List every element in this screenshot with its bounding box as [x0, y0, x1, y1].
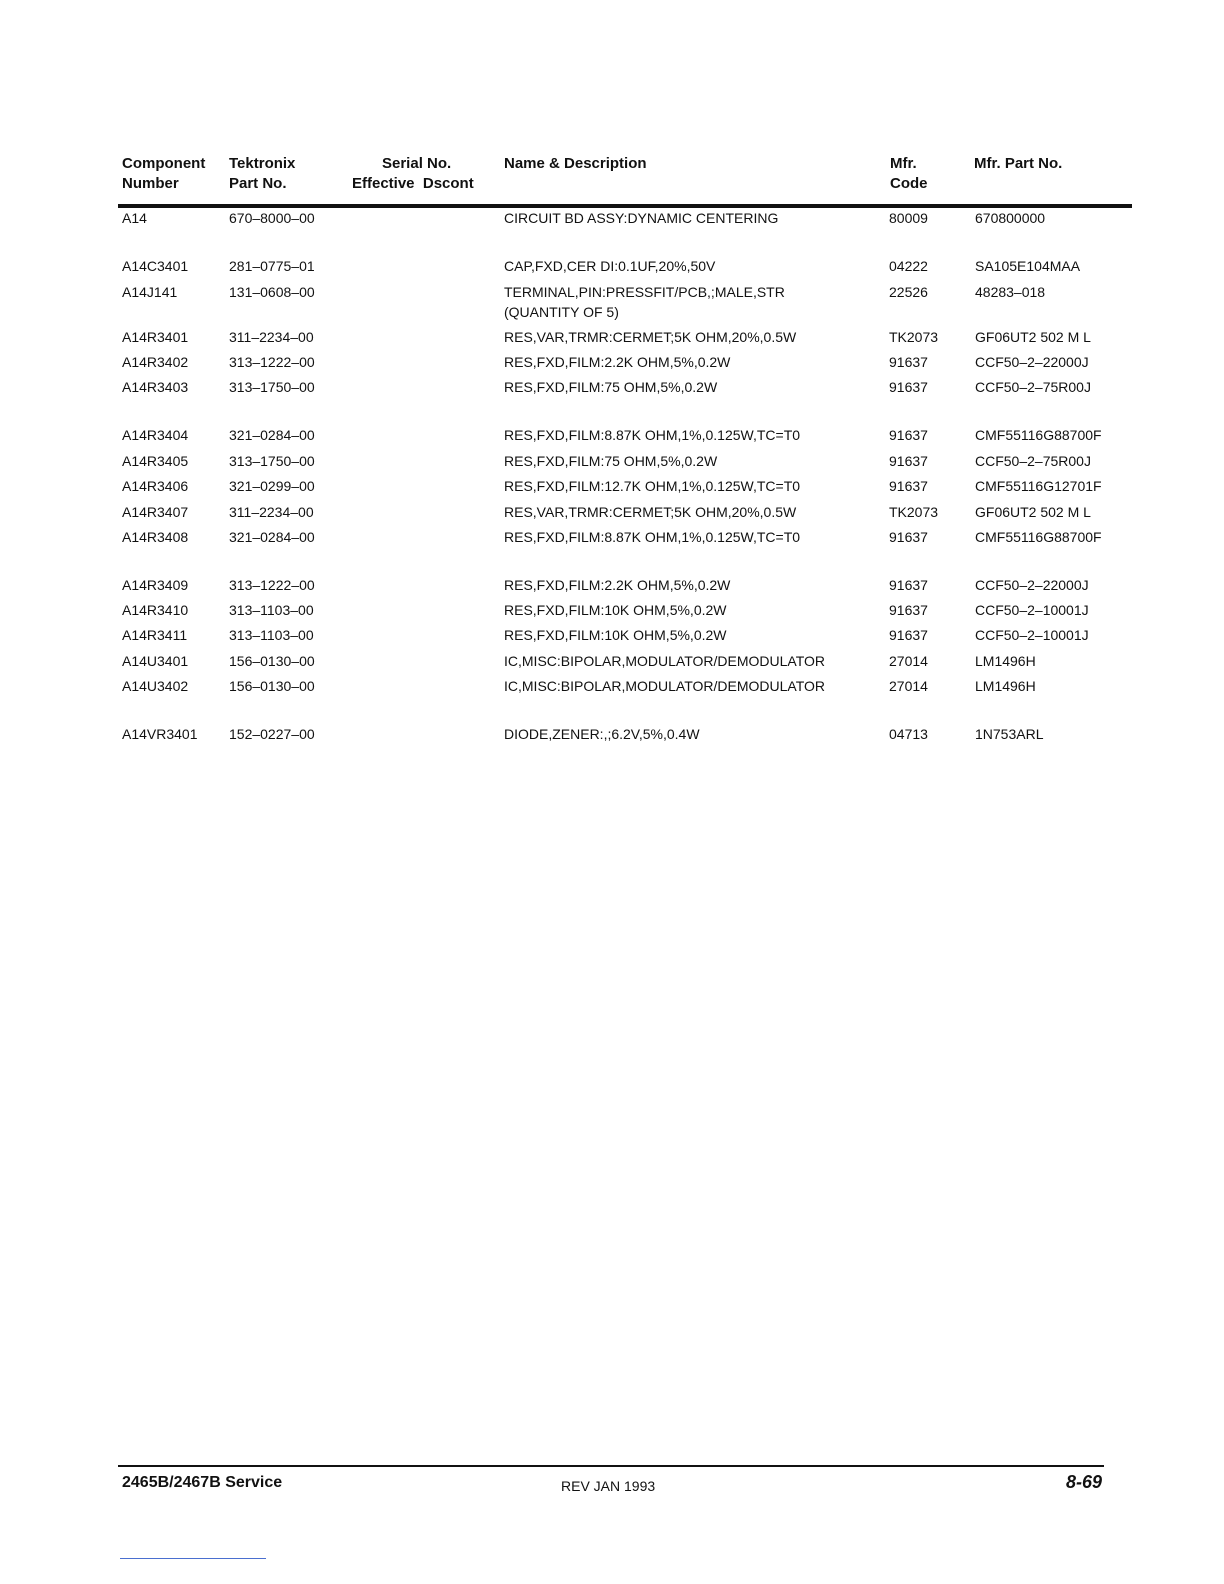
component-number: A14R3406	[122, 478, 189, 494]
component-number: A14R3410	[122, 602, 189, 618]
mfr-code: 27014	[889, 653, 928, 669]
mfr-code: 91637	[889, 453, 928, 469]
revision-date: REV JAN 1993	[561, 1478, 656, 1494]
tektronix-part-no: 313–1750–00	[229, 453, 315, 469]
tektronix-part-no: 311–2234–00	[229, 504, 314, 520]
header-component-number: Component Number	[122, 155, 206, 192]
tektronix-part-no: 321–0299–00	[229, 478, 315, 494]
mfr-part-no: CCF50–2–75R00J	[975, 379, 1091, 395]
tektronix-part-no: 281–0775–01	[229, 258, 315, 274]
name-description: RES,FXD,FILM:10K OHM,5%,0.2W	[504, 627, 727, 643]
mfr-code: 91637	[889, 602, 928, 618]
tektronix-part-no: 313–1222–00	[229, 577, 315, 593]
name-description: TERMINAL,PIN:PRESSFIT/PCB,;MALE,STR	[504, 284, 785, 300]
mfr-part-no: 1N753ARL	[975, 726, 1044, 742]
name-description: DIODE,ZENER:,;6.2V,5%,0.4W	[504, 726, 700, 742]
mfr-part-no: 48283–018	[975, 284, 1046, 300]
mfr-code: 27014	[889, 678, 928, 694]
header-mfr-part-no: Mfr. Part No.	[974, 155, 1063, 172]
component-number: A14U3401	[122, 653, 189, 669]
component-number: A14R3404	[122, 427, 189, 443]
tektronix-part-no: 321–0284–00	[229, 427, 315, 443]
mfr-part-no: CCF50–2–22000J	[975, 354, 1089, 370]
mfr-code: 80009	[889, 210, 928, 226]
mfr-code: 04713	[889, 726, 928, 742]
mfr-code: 22526	[889, 284, 928, 300]
scan-artifact-line	[120, 1558, 266, 1559]
header-divider	[118, 204, 1132, 208]
mfr-part-no: CCF50–2–10001J	[975, 602, 1089, 618]
component-number: A14R3408	[122, 529, 189, 545]
component-number: A14C3401	[122, 258, 189, 274]
component-number: A14R3411	[122, 627, 188, 643]
name-description: CAP,FXD,CER DI:0.1UF,20%,50V	[504, 258, 716, 274]
mfr-part-no: GF06UT2 502 M L	[975, 504, 1091, 520]
name-description-continued: (QUANTITY OF 5)	[504, 304, 619, 320]
name-description: RES,FXD,FILM:2.2K OHM,5%,0.2W	[504, 577, 731, 593]
name-description: IC,MISC:BIPOLAR,MODULATOR/DEMODULATOR	[504, 653, 826, 669]
tektronix-part-no: 311–2234–00	[229, 329, 314, 345]
name-description: CIRCUIT BD ASSY:DYNAMIC CENTERING	[504, 210, 779, 226]
component-number: A14R3403	[122, 379, 189, 395]
mfr-code: 91637	[889, 529, 928, 545]
tektronix-part-no: 321–0284–00	[229, 529, 315, 545]
tektronix-part-no: 313–1750–00	[229, 379, 315, 395]
mfr-code: 91637	[889, 354, 928, 370]
name-description: IC,MISC:BIPOLAR,MODULATOR/DEMODULATOR	[504, 678, 826, 694]
name-description: RES,FXD,FILM:75 OHM,5%,0.2W	[504, 379, 718, 395]
mfr-part-no: CMF55116G12701F	[975, 478, 1102, 494]
name-description: RES,FXD,FILM:8.87K OHM,1%,0.125W,TC=T0	[504, 427, 801, 443]
header-name-description: Name & Description	[504, 155, 647, 172]
mfr-part-no: 670800000	[975, 210, 1046, 226]
component-number: A14R3401	[122, 329, 189, 345]
mfr-part-no: CCF50–2–22000J	[975, 577, 1089, 593]
header-serial-no: Serial No. Effective Dscont	[352, 155, 474, 192]
header-tektronix-part-no: Tektronix Part No.	[229, 155, 296, 192]
tektronix-part-no: 313–1222–00	[229, 354, 315, 370]
manual-title: 2465B/2467B Service	[122, 1474, 283, 1491]
mfr-code: TK2073	[889, 329, 939, 345]
component-number: A14R3405	[122, 453, 189, 469]
component-number: A14J141	[122, 284, 178, 300]
mfr-part-no: GF06UT2 502 M L	[975, 329, 1091, 345]
name-description: RES,VAR,TRMR:CERMET;5K OHM,20%,0.5W	[504, 329, 797, 345]
mfr-code: 04222	[889, 258, 928, 274]
mfr-code: 91637	[889, 577, 928, 593]
tektronix-part-no: 152–0227–00	[229, 726, 315, 742]
mfr-part-no: LM1496H	[975, 678, 1036, 694]
name-description: RES,FXD,FILM:2.2K OHM,5%,0.2W	[504, 354, 731, 370]
name-description: RES,FXD,FILM:75 OHM,5%,0.2W	[504, 453, 718, 469]
footer-divider	[118, 1465, 1104, 1467]
mfr-part-no: SA105E104MAA	[975, 258, 1081, 274]
tektronix-part-no: 313–1103–00	[229, 602, 314, 618]
mfr-code: 91637	[889, 478, 928, 494]
name-description: RES,VAR,TRMR:CERMET;5K OHM,20%,0.5W	[504, 504, 797, 520]
mfr-code: TK2073	[889, 504, 939, 520]
name-description: RES,FXD,FILM:10K OHM,5%,0.2W	[504, 602, 727, 618]
tektronix-part-no: 313–1103–00	[229, 627, 314, 643]
tektronix-part-no: 670–8000–00	[229, 210, 315, 226]
component-number: A14	[122, 210, 147, 226]
name-description: RES,FXD,FILM:12.7K OHM,1%,0.125W,TC=T0	[504, 478, 801, 494]
header-mfr-code: Mfr. Code	[890, 155, 928, 192]
mfr-part-no: CMF55116G88700F	[975, 427, 1102, 443]
mfr-part-no: CCF50–2–75R00J	[975, 453, 1091, 469]
page-number: 8-69	[1065, 1472, 1102, 1492]
tektronix-part-no: 156–0130–00	[229, 678, 315, 694]
tektronix-part-no: 156–0130–00	[229, 653, 315, 669]
component-number: A14R3402	[122, 354, 189, 370]
component-number: A14R3407	[122, 504, 189, 520]
mfr-part-no: CCF50–2–10001J	[975, 627, 1089, 643]
mfr-code: 91637	[889, 379, 928, 395]
component-number: A14VR3401	[122, 726, 198, 742]
name-description: RES,FXD,FILM:8.87K OHM,1%,0.125W,TC=T0	[504, 529, 801, 545]
mfr-code: 91637	[889, 627, 928, 643]
mfr-part-no: LM1496H	[975, 653, 1036, 669]
component-number: A14U3402	[122, 678, 189, 694]
tektronix-part-no: 131–0608–00	[229, 284, 315, 300]
component-number: A14R3409	[122, 577, 189, 593]
mfr-part-no: CMF55116G88700F	[975, 529, 1102, 545]
mfr-code: 91637	[889, 427, 928, 443]
